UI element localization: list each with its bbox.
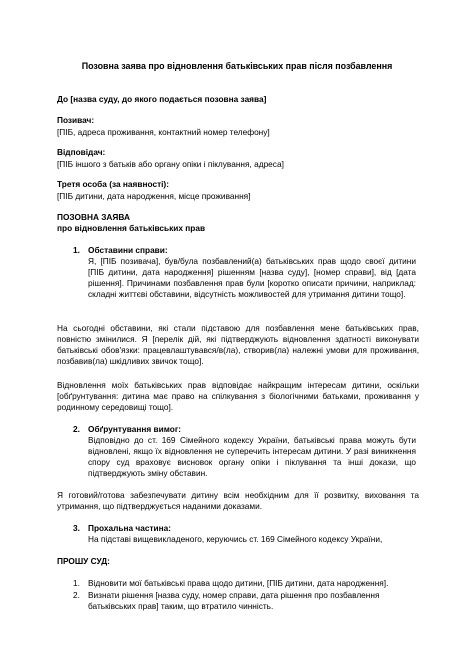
section1-heading: Обставини справи:: [88, 245, 168, 255]
section3-text: На підставі вищевикладеного, керуючись ст. 169 Сімейного кодексу України,: [88, 534, 383, 545]
paragraph-circumstances: На сьогодні обставини, які стали підставою для позбавлення мене батьківських прав, повністю змінилися. Я [перелік дій, які підтверджують відновлення здатності виконувати батьківські обов'язки: працевлаштувався/в(ла), створив(ла) належні умови для проживання, позбавив(ла) шкідливих звичок тощо].: [57, 323, 419, 367]
section1-text: Я, [ПІБ позивача], був/була позбавлений(а) батьківських прав щодо своєї дитини [ПІБ дитини, дата народження] рішенням [назва суду], [номер справи], від [дата рішення]. Причинами позбавлення прав були [коротко описати причини, наприклад: складні життєві обставини, відсутність можливостей для утримання дитини тощо].: [88, 256, 416, 300]
defendant-value: [ПІБ іншого з батьків або органу опіки і піклування, адреса]: [57, 159, 284, 169]
section3-heading: Прохальна частина:: [88, 523, 172, 533]
request-item: Визнати рішення [назва суду, номер справи, дата рішення про позбавлення батьківських прав] таким, що втратило чинність.: [88, 590, 380, 612]
section2-heading: Обґрунтування вимог:: [88, 424, 182, 434]
third-party-heading: Третя особа (за наявності):: [57, 179, 169, 189]
section3-block: [88, 523, 416, 545]
request-item-number: 2.: [73, 590, 80, 600]
paragraph-interests: Відновлення моїх батьківських прав відповідає найкращим інтересам дитини, оскільки [обґрунтування: дитина має право на спілкування з біологічними батьками, проживання у родинному середовищі тощо].: [57, 380, 419, 413]
plaintiff-heading: Позивач:: [57, 115, 95, 125]
document-title: Позовна заява про відновлення батьківських прав після позбавлення: [81, 61, 393, 71]
claim-heading: ПОЗОВНА ЗАЯВА: [57, 212, 130, 222]
claim-subheading: про відновлення батьківських прав: [57, 223, 206, 233]
section1-block: [88, 245, 416, 300]
defendant-heading: Відповідач:: [57, 147, 106, 157]
section2-block: [88, 424, 416, 479]
request-heading: ПРОШУ СУД:: [57, 556, 110, 566]
section2-text: Відповідно до ст. 169 Сімейного кодексу України, батьківські права можуть бути відновлені, якщо їх відновлення не суперечить інтересам дитини. У разі виникнення спору суд враховує висновок органу опіки і піклування та інші докази, що підтверджують зміну обставин.: [88, 435, 416, 479]
paragraph-readiness: Я готовий/готова забезпечувати дитину всім необхідним для її розвитку, виховання та утримання, що підтверджується наданими доказами.: [57, 490, 419, 512]
third-party-value: [ПІБ дитини, дата народження, місце проживання]: [57, 191, 251, 201]
plaintiff-value: [ПІБ, адреса проживання, контактний номер телефону]: [57, 127, 270, 137]
section3-number: 3.: [73, 523, 80, 533]
section2-number: 2.: [73, 424, 80, 434]
section1-number: 1.: [73, 245, 80, 255]
request-item: Відновити мої батьківські права щодо дитини, [ПІБ дитини, дата народження].: [88, 578, 389, 588]
request-item-number: 1.: [73, 578, 80, 588]
court-line: До [назва суду, до якого подається позовна заява]: [57, 94, 267, 104]
